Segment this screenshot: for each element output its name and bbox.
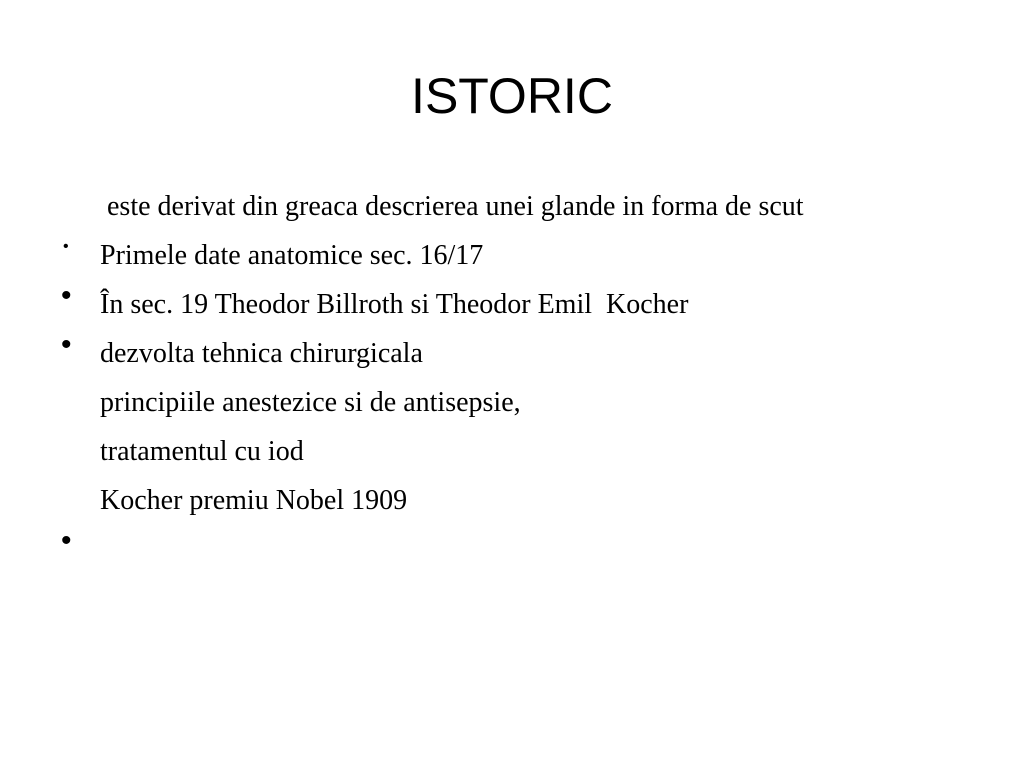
bullet-text: Primele date anatomice sec. 16/17 — [100, 240, 484, 271]
slide-title: ISTORIC — [411, 68, 613, 124]
continuation-line — [0, 432, 1024, 472]
continuation-text: principiile anestezice si de antisepsie, — [100, 387, 521, 418]
continuation-line — [0, 383, 1024, 423]
bullet-icon: • — [61, 524, 72, 557]
bullet-item — [0, 187, 1024, 255]
bullet-icon: • — [61, 279, 72, 312]
bullet-item — [0, 481, 1024, 557]
bullet-text: În sec. 19 Theodor Billroth si Theodor Emil Kocher — [100, 289, 689, 320]
continuation-text: tratamentul cu iod — [100, 436, 304, 467]
bullet-icon: • — [61, 328, 72, 361]
continuation-line — [0, 334, 1024, 374]
bullet-icon: • — [63, 238, 69, 255]
bullet-text: Kocher premiu Nobel 1909 — [100, 485, 408, 516]
bullet-text: este derivat din greaca descrierea unei glande in forma de scut — [107, 191, 804, 222]
continuation-text: dezvolta tehnica chirurgicala — [100, 338, 423, 369]
